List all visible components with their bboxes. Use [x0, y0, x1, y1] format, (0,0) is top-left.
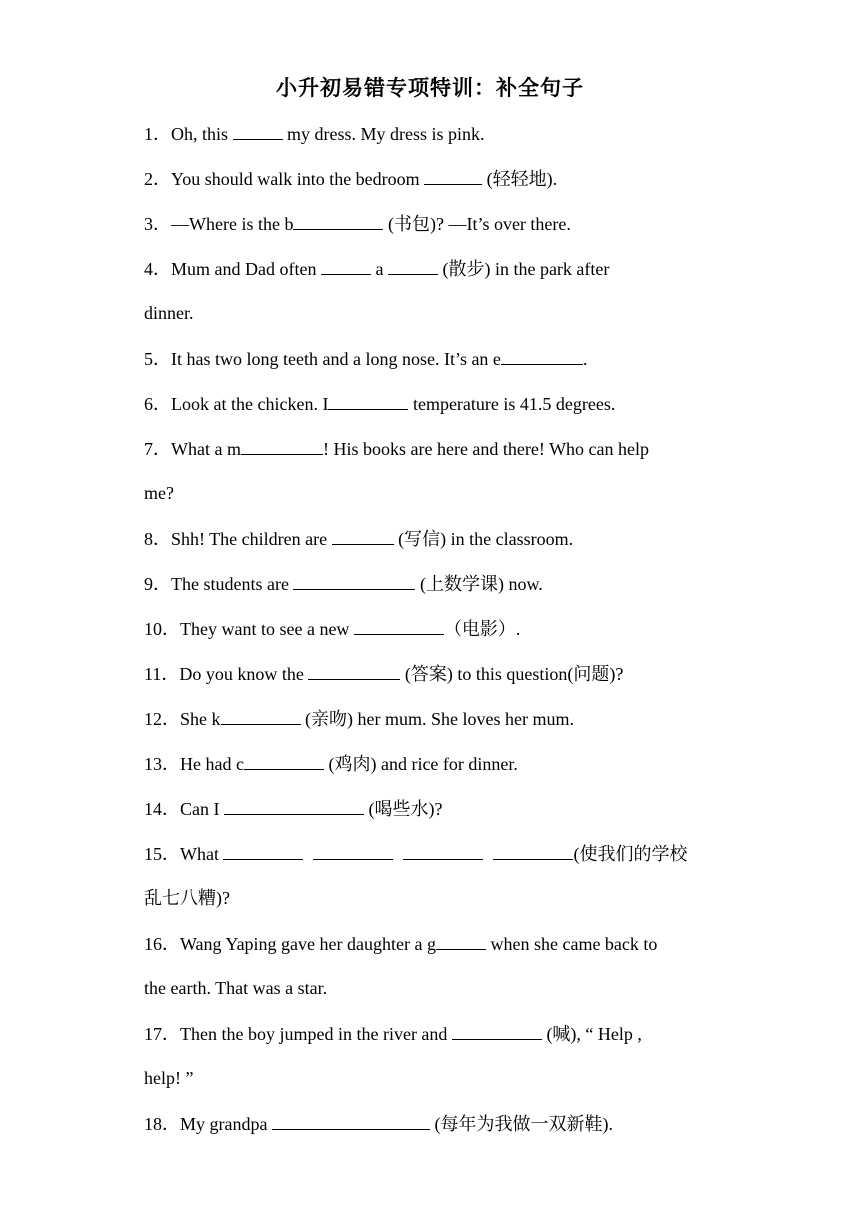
question-text: (亲吻) her mum. She loves her mum.	[300, 709, 574, 729]
question-number: 10．	[144, 619, 180, 639]
answer-blank[interactable]	[452, 1022, 542, 1040]
question-7	[144, 437, 649, 460]
question-5	[144, 347, 587, 370]
question-12	[144, 707, 574, 730]
question-text: Wang Yaping gave her daughter a g	[180, 934, 436, 954]
answer-blank[interactable]	[321, 257, 371, 275]
question-text: （电影）.	[443, 619, 521, 639]
question-2	[144, 167, 557, 190]
answer-blank[interactable]	[293, 572, 415, 590]
question-text: .	[582, 349, 588, 369]
question-3	[144, 212, 571, 235]
question-text: Look at the chicken. I	[171, 394, 329, 414]
answer-blank[interactable]	[313, 842, 393, 860]
answer-blank[interactable]	[424, 167, 482, 185]
question-4	[144, 257, 609, 280]
question-10	[144, 617, 520, 640]
question-text: (书包)? —It’s over there.	[383, 214, 571, 234]
question-number: 2．	[144, 169, 171, 189]
question-text: ! His books are here and there! Who can help	[322, 439, 650, 459]
question-number: 5．	[144, 349, 171, 369]
answer-blank[interactable]	[332, 527, 394, 545]
answer-blank[interactable]	[328, 392, 408, 410]
question-text: My grandpa	[180, 1114, 272, 1134]
question-text: Do you know the	[179, 664, 309, 684]
question-number: 14．	[144, 799, 180, 819]
question-number: 16．	[144, 934, 180, 954]
question-text: (喊), “ Help ,	[541, 1024, 642, 1044]
question-text: The students are	[171, 574, 294, 594]
question-text: (鸡肉) and rice for dinner.	[323, 754, 518, 774]
answer-blank[interactable]	[388, 257, 438, 275]
question-text: Mum and Dad often	[171, 259, 321, 279]
question-16	[144, 932, 657, 955]
question-6	[144, 392, 615, 415]
answer-blank[interactable]	[221, 707, 301, 725]
question-number: 1．	[144, 124, 171, 144]
question-7-continued: me?	[144, 483, 174, 503]
question-text: What a m	[171, 439, 241, 459]
question-17-continued: help! ”	[144, 1068, 194, 1088]
question-8	[144, 527, 573, 550]
answer-blank[interactable]	[501, 347, 583, 365]
answer-blank[interactable]	[403, 842, 483, 860]
question-18	[144, 1112, 613, 1135]
question-number: 11．	[144, 664, 180, 684]
question-15-continued: 乱七八糟)?	[144, 888, 230, 908]
question-number: 7．	[144, 439, 171, 459]
question-text: Can I	[180, 799, 224, 819]
page-title: 小升初易错专项特训：补全句子	[276, 76, 584, 100]
question-text: (轻轻地).	[482, 169, 558, 189]
question-number: 15．	[144, 844, 180, 864]
question-17	[144, 1022, 642, 1045]
question-number: 12．	[144, 709, 180, 729]
question-11	[144, 662, 623, 685]
question-number: 4．	[144, 259, 171, 279]
question-text: —Where is the b	[171, 214, 294, 234]
question-text: (写信) in the classroom.	[393, 529, 574, 549]
answer-blank[interactable]	[272, 1112, 430, 1130]
question-text: You should walk into the bedroom	[171, 169, 425, 189]
question-text: when she came back to	[485, 934, 658, 954]
question-14	[144, 797, 442, 820]
question-text: It has two long teeth and a long nose. It’s an e	[171, 349, 501, 369]
question-text: She k	[180, 709, 221, 729]
question-text: (答案) to this question(问题)?	[400, 664, 624, 684]
question-number: 3．	[144, 214, 171, 234]
question-text: What	[180, 844, 224, 864]
question-text: (散步) in the park after	[437, 259, 610, 279]
answer-blank[interactable]	[493, 842, 573, 860]
answer-blank[interactable]	[224, 797, 364, 815]
question-text: temperature is 41.5 degrees.	[408, 394, 616, 414]
question-9	[144, 572, 543, 595]
question-text: (使我们的学校	[573, 844, 688, 864]
question-15	[144, 842, 687, 865]
question-text: He had c	[180, 754, 244, 774]
question-text: Then the boy jumped in the river and	[180, 1024, 452, 1044]
question-number: 8．	[144, 529, 171, 549]
question-text: a	[370, 259, 388, 279]
question-text: (每年为我做一双新鞋).	[429, 1114, 613, 1134]
answer-blank[interactable]	[244, 752, 324, 770]
answer-blank[interactable]	[241, 437, 323, 455]
answer-blank[interactable]	[308, 662, 400, 680]
question-number: 18．	[144, 1114, 180, 1134]
answer-blank[interactable]	[233, 122, 283, 140]
answer-blank[interactable]	[436, 932, 486, 950]
question-4-continued: dinner.	[144, 303, 194, 323]
question-number: 13．	[144, 754, 180, 774]
question-text: Shh! The children are	[171, 529, 332, 549]
question-text: (上数学课) now.	[415, 574, 543, 594]
question-text: They want to see a new	[180, 619, 354, 639]
question-number: 9．	[144, 574, 171, 594]
question-text: (喝些水)?	[364, 799, 443, 819]
answer-blank[interactable]	[354, 617, 444, 635]
answer-blank[interactable]	[223, 842, 303, 860]
question-number: 17．	[144, 1024, 180, 1044]
question-text: Oh, this	[171, 124, 233, 144]
question-16-continued: the earth. That was a star.	[144, 978, 328, 998]
question-13	[144, 752, 518, 775]
question-1	[144, 122, 485, 145]
answer-blank[interactable]	[293, 212, 383, 230]
question-text: my dress. My dress is pink.	[282, 124, 485, 144]
question-number: 6．	[144, 394, 171, 414]
